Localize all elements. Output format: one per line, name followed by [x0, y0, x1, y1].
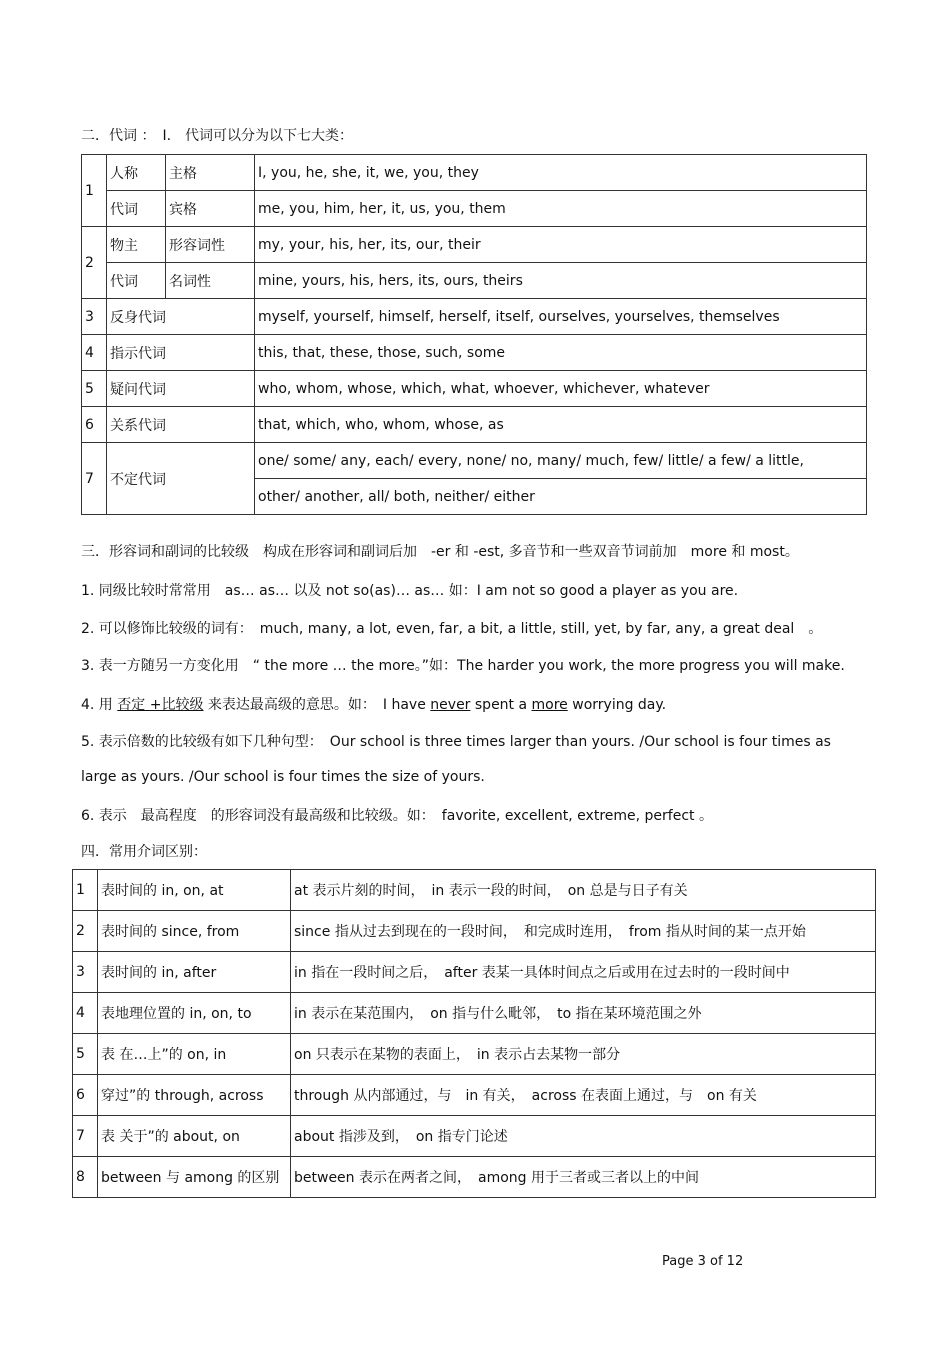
comparison-point-5-continued: large as yours. /Our school is four times the size of yours.: [81, 769, 485, 785]
table-row: [82, 335, 867, 371]
description-cell: about 指涉及到， on 指专门论述: [291, 1116, 876, 1157]
text-run: worrying day.: [567, 697, 667, 713]
comparison-point-1: 1. 同级比较时常常用 as… as… 以及 not so(as)… as… 如：I am not so good a player as you are.: [81, 583, 739, 599]
subcategory-cell: 宾格: [166, 191, 255, 227]
comparison-point-4: [81, 694, 666, 714]
section-2-heading: 二．代词 ： I. 代词可以分为以下七大类：: [81, 128, 354, 144]
section-4-heading: 四．常用介词区别：: [81, 844, 207, 860]
table-row: [82, 443, 867, 479]
topic-cell: 表 在…上”的 on, in: [98, 1034, 291, 1075]
category-cell: 指示代词: [107, 335, 255, 371]
table-row: [73, 911, 876, 952]
words-cell: me, you, him, her, it, us, you, them: [255, 191, 867, 227]
topic-cell: between 与 among 的区别: [98, 1157, 291, 1198]
topic-cell: 表时间的 since, from: [98, 911, 291, 952]
table-row: [82, 371, 867, 407]
row-number: 8: [73, 1157, 98, 1198]
row-number: 5: [73, 1034, 98, 1075]
text-run: 来表达最高级的意思。如： I have: [203, 697, 431, 713]
table-row: [82, 191, 867, 227]
table-row: [82, 407, 867, 443]
category-cell: 代词: [107, 263, 166, 299]
category-cell: 疑问代词: [107, 371, 255, 407]
row-number: 1: [82, 155, 107, 227]
topic-cell: 表时间的 in, after: [98, 952, 291, 993]
words-cell: this, that, these, those, such, some: [255, 335, 867, 371]
subcategory-cell: 名词性: [166, 263, 255, 299]
topic-cell: 表地理位置的 in, on, to: [98, 993, 291, 1034]
row-number: 1: [73, 870, 98, 911]
description-cell: on 只表示在某物的表面上， in 表示占去某物一部分: [291, 1034, 876, 1075]
row-number: 5: [82, 371, 107, 407]
table-row: [82, 155, 867, 191]
table-row: [73, 1075, 876, 1116]
table-row: [82, 227, 867, 263]
preposition-table: [72, 869, 876, 1198]
topic-cell: 穿过”的 through, across: [98, 1075, 291, 1116]
row-number: 6: [82, 407, 107, 443]
text-run: 4. 用: [81, 697, 118, 713]
row-number: 7: [82, 443, 107, 515]
words-cell: one/ some/ any, each/ every, none/ no, many/ much, few/ little/ a few/ a little,: [255, 443, 867, 479]
row-number: 3: [73, 952, 98, 993]
category-cell: 人称: [107, 155, 166, 191]
description-cell: between 表示在两者之间， among 用于三者或三者以上的中间: [291, 1157, 876, 1198]
subcategory-cell: 形容词性: [166, 227, 255, 263]
text-run: spent a: [470, 697, 532, 713]
row-number: 7: [73, 1116, 98, 1157]
page-number: Page 3 of 12: [662, 1254, 744, 1269]
description-cell: in 表示在某范围内， on 指与什么毗邻， to 指在某环境范围之外: [291, 993, 876, 1034]
words-cell: who, whom, whose, which, what, whoever, whichever, whatever: [255, 371, 867, 407]
underlined-word: more: [531, 697, 568, 713]
row-number: 2: [73, 911, 98, 952]
words-cell: other/ another, all/ both, neither/ either: [255, 479, 867, 515]
description-cell: since 指从过去到现在的一段时间， 和完成时连用， from 指从时间的某一点开始: [291, 911, 876, 952]
category-cell: 关系代词: [107, 407, 255, 443]
words-cell: mine, yours, his, hers, its, ours, theirs: [255, 263, 867, 299]
subcategory-cell: 主格: [166, 155, 255, 191]
table-row: [73, 870, 876, 911]
table-row: [73, 1116, 876, 1157]
words-cell: myself, yourself, himself, herself, itself, ourselves, yourselves, themselves: [255, 299, 867, 335]
topic-cell: 表时间的 in, on, at: [98, 870, 291, 911]
words-cell: my, your, his, her, its, our, their: [255, 227, 867, 263]
table-row: [73, 1157, 876, 1198]
pronoun-table: [81, 154, 867, 515]
underlined-phrase: 否定 +比较级: [117, 697, 204, 713]
description-cell: in 指在一段时间之后， after 表某一具体时间点之后或用在过去时的一段时间中: [291, 952, 876, 993]
underlined-word: never: [430, 697, 471, 713]
row-number: 4: [73, 993, 98, 1034]
table-row: [73, 952, 876, 993]
comparison-point-2: 2. 可以修饰比较级的词有： much, many, a lot, even, far, a bit, a little, still, yet, by far, any, a great deal 。: [81, 621, 823, 637]
words-cell: that, which, who, whom, whose, as: [255, 407, 867, 443]
section-3-heading: 三．形容词和副词的比较级 构成在形容词和副词后加 -er 和 -est, 多音节和一些双音节词前加 more 和 most。: [81, 544, 799, 560]
description-cell: through 从内部通过，与 in 有关， across 在表面上通过，与 on 有关: [291, 1075, 876, 1116]
category-cell: 代词: [107, 191, 166, 227]
row-number: 3: [82, 299, 107, 335]
table-row: [82, 263, 867, 299]
table-row: [73, 993, 876, 1034]
topic-cell: 表 关于”的 about, on: [98, 1116, 291, 1157]
comparison-point-3: 3. 表一方随另一方变化用 “ the more … the more。”如：The harder you work, the more progress you will make.: [81, 658, 845, 674]
row-number: 2: [82, 227, 107, 299]
category-cell: 反身代词: [107, 299, 255, 335]
category-cell: 物主: [107, 227, 166, 263]
words-cell: I, you, he, she, it, we, you, they: [255, 155, 867, 191]
row-number: 4: [82, 335, 107, 371]
row-number: 6: [73, 1075, 98, 1116]
comparison-point-6: 6. 表示 最高程度 的形容词没有最高级和比较级。如： favorite, excellent, extreme, perfect 。: [81, 808, 713, 824]
table-row: [73, 1034, 876, 1075]
comparison-point-5: 5. 表示倍数的比较级有如下几种句型： Our school is three times larger than yours. /Our school is four times as: [81, 734, 831, 750]
description-cell: at 表示片刻的时间， in 表示一段的时间， on 总是与日子有关: [291, 870, 876, 911]
table-row: [82, 299, 867, 335]
category-cell: 不定代词: [107, 443, 255, 515]
